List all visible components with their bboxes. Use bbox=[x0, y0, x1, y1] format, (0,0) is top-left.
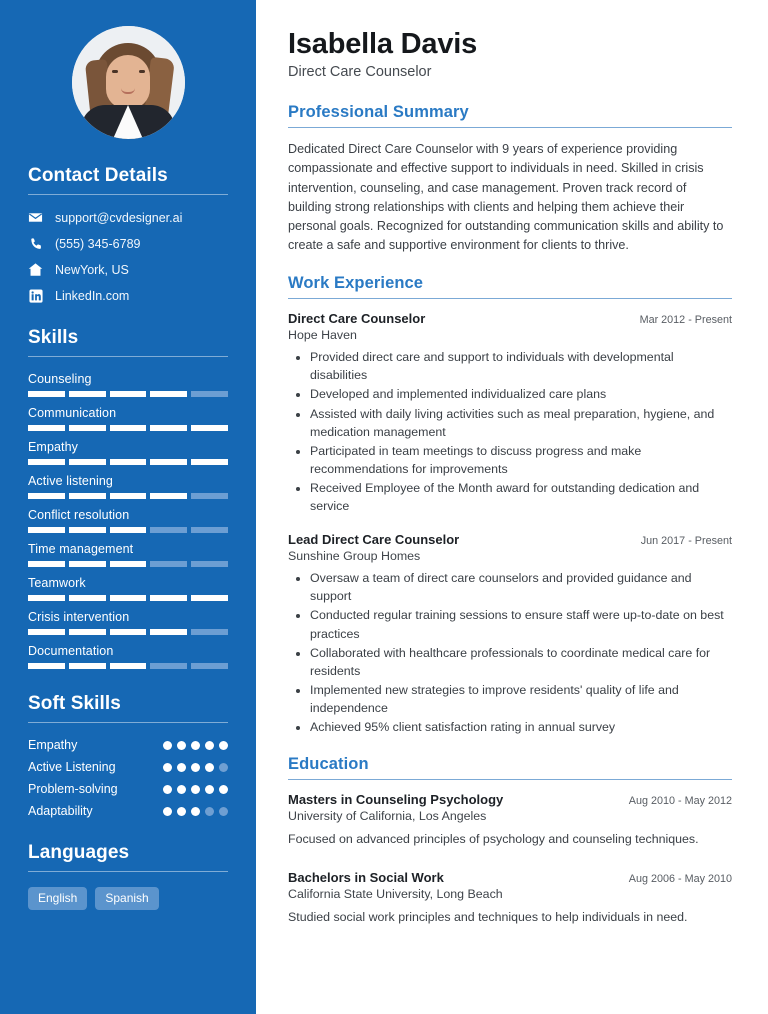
rating-dot bbox=[177, 785, 186, 794]
envelope-icon bbox=[28, 210, 43, 225]
skill-segment bbox=[150, 459, 187, 465]
section-divider bbox=[288, 298, 732, 299]
skill-segment bbox=[191, 629, 228, 635]
experience-bullet: • Participated in team meetings to discuss progress and make recommendations for improvements bbox=[310, 442, 732, 478]
job-role-subtitle: Direct Care Counselor bbox=[288, 64, 432, 81]
soft-skill-rating bbox=[163, 741, 228, 750]
skill-item bbox=[28, 576, 228, 601]
soft-skill-item bbox=[28, 760, 228, 774]
experience-bullets bbox=[288, 348, 732, 515]
skill-segment bbox=[150, 629, 187, 635]
language-chip[interactable]: Spanish bbox=[95, 887, 158, 910]
skill-segment bbox=[110, 527, 147, 533]
skill-item bbox=[28, 406, 228, 431]
skill-level-bar bbox=[28, 493, 228, 499]
page-title: Isabella Davis bbox=[288, 28, 478, 60]
skill-item bbox=[28, 610, 228, 635]
education-school: California State University, Long Beach bbox=[288, 886, 503, 901]
skill-segment bbox=[191, 527, 228, 533]
experience-entry bbox=[288, 311, 732, 515]
education-date: Aug 2010 - May 2012 bbox=[628, 795, 732, 808]
soft-skills-list bbox=[28, 738, 228, 818]
skill-segment bbox=[191, 595, 228, 601]
skill-segment bbox=[110, 425, 147, 431]
entry-header bbox=[288, 532, 732, 547]
skill-segment bbox=[28, 493, 65, 499]
rating-dot bbox=[191, 763, 200, 772]
skill-segment bbox=[191, 663, 228, 669]
soft-skill-label: Problem-solving bbox=[28, 782, 118, 796]
skill-segment bbox=[191, 493, 228, 499]
education-section bbox=[288, 755, 732, 926]
skill-level-bar bbox=[28, 663, 228, 669]
skill-segment bbox=[28, 663, 65, 669]
experience-bullet: • Received Employee of the Month award for outstanding dedication and service bbox=[310, 479, 732, 515]
skill-segment bbox=[191, 561, 228, 567]
contact-phone-value: (555) 345-6789 bbox=[55, 236, 141, 251]
skill-level-bar bbox=[28, 561, 228, 567]
skill-segment bbox=[110, 663, 147, 669]
experience-bullet: • Conducted regular training sessions to ensure staff were up-to-date on best practices bbox=[310, 606, 732, 642]
professional-summary-text: Dedicated Direct Care Counselor with 9 years of experience providing compassionate and effective support to individuals in need. Skilled in crisis intervention, counseling, and case management. Proven track record of building strong relationships with clients and helping them achieve their personal goals. Recognized for outstanding communication skills and ability to create a safe and supportive environment for clients to thrive. bbox=[288, 142, 724, 253]
education-title: Masters in Counseling Psychology bbox=[288, 792, 504, 808]
skill-segment bbox=[150, 527, 187, 533]
rating-dot bbox=[177, 741, 186, 750]
skill-segment bbox=[110, 391, 147, 397]
experience-list bbox=[288, 311, 732, 736]
experience-bullet: • Oversaw a team of direct care counselors and provided guidance and support bbox=[310, 569, 732, 605]
skill-segment bbox=[28, 561, 65, 567]
education-entry bbox=[288, 870, 732, 927]
entry-spacer bbox=[288, 519, 732, 532]
rating-dot bbox=[163, 807, 172, 816]
experience-bullet: • Achieved 95% client satisfaction rating in annual survey bbox=[310, 718, 732, 736]
heading-divider bbox=[28, 722, 228, 723]
soft-skill-item bbox=[28, 782, 228, 796]
skill-item bbox=[28, 440, 228, 465]
skill-segment bbox=[150, 561, 187, 567]
skill-segment bbox=[28, 527, 65, 533]
experience-company: Hope Haven bbox=[288, 328, 357, 343]
skill-segment bbox=[150, 493, 187, 499]
work-experience-heading: Work Experience bbox=[288, 274, 424, 293]
soft-skill-rating bbox=[163, 763, 228, 772]
contact-details-heading: Contact Details bbox=[28, 165, 168, 186]
soft-skills-heading: Soft Skills bbox=[28, 693, 121, 714]
rating-dot bbox=[191, 741, 200, 750]
skill-segment bbox=[28, 425, 65, 431]
rating-dot bbox=[205, 741, 214, 750]
experience-bullets bbox=[288, 569, 732, 736]
contact-details-section bbox=[28, 165, 228, 303]
skill-label: Active listening bbox=[28, 474, 113, 488]
language-chip[interactable]: English bbox=[28, 887, 87, 910]
skill-level-bar bbox=[28, 595, 228, 601]
entry-header bbox=[288, 311, 732, 326]
skill-segment bbox=[150, 663, 187, 669]
skill-label: Crisis intervention bbox=[28, 610, 130, 624]
experience-bullet: • Collaborated with healthcare professionals to coordinate medical care for residents bbox=[310, 644, 732, 680]
skill-segment bbox=[69, 561, 106, 567]
skill-segment bbox=[28, 629, 65, 635]
skill-segment bbox=[150, 595, 187, 601]
experience-bullet: • Developed and implemented individualized care plans bbox=[310, 385, 732, 403]
education-school: University of California, Los Angeles bbox=[288, 809, 487, 824]
skill-segment bbox=[69, 391, 106, 397]
education-list bbox=[288, 792, 732, 926]
experience-title: Lead Direct Care Counselor bbox=[288, 532, 460, 548]
main-content bbox=[256, 0, 768, 1014]
languages-section bbox=[28, 842, 228, 910]
rating-dot bbox=[205, 763, 214, 772]
skill-label: Teamwork bbox=[28, 576, 86, 590]
contact-email-value: support@cvdesigner.ai bbox=[55, 210, 183, 225]
rating-dot bbox=[205, 807, 214, 816]
soft-skills-section bbox=[28, 693, 228, 818]
rating-dot bbox=[191, 807, 200, 816]
skills-section bbox=[28, 327, 228, 669]
skill-segment bbox=[191, 459, 228, 465]
rating-dot bbox=[163, 785, 172, 794]
skill-segment bbox=[110, 629, 147, 635]
skill-item bbox=[28, 542, 228, 567]
skill-level-bar bbox=[28, 391, 228, 397]
skill-segment bbox=[69, 629, 106, 635]
experience-bullet: • Assisted with daily living activities such as meal preparation, hygiene, and medication management bbox=[310, 405, 732, 441]
skill-label: Time management bbox=[28, 542, 134, 556]
skill-segment bbox=[69, 459, 106, 465]
languages-heading: Languages bbox=[28, 842, 130, 863]
contact-item-phone[interactable] bbox=[28, 236, 228, 251]
skill-label: Communication bbox=[28, 406, 117, 420]
work-experience-section bbox=[288, 274, 732, 736]
education-description: Studied social work principles and techniques to help individuals in need. bbox=[288, 909, 688, 924]
skill-segment bbox=[69, 493, 106, 499]
education-heading: Education bbox=[288, 755, 369, 774]
rating-dot bbox=[219, 741, 228, 750]
skill-level-bar bbox=[28, 527, 228, 533]
languages-list bbox=[28, 887, 228, 910]
skill-segment bbox=[191, 391, 228, 397]
skill-label: Empathy bbox=[28, 440, 79, 454]
skill-segment bbox=[28, 595, 65, 601]
entry-header bbox=[288, 792, 732, 807]
soft-skill-label: Empathy bbox=[28, 738, 78, 752]
soft-skill-rating bbox=[163, 807, 228, 816]
skill-label: Conflict resolution bbox=[28, 508, 130, 522]
education-date: Aug 2006 - May 2010 bbox=[628, 872, 732, 885]
skill-segment bbox=[150, 425, 187, 431]
linkedin-icon bbox=[28, 288, 43, 303]
professional-summary-section bbox=[288, 103, 732, 255]
skill-segment bbox=[69, 663, 106, 669]
section-divider bbox=[288, 127, 732, 128]
phone-icon bbox=[28, 236, 43, 251]
heading-divider bbox=[28, 871, 228, 872]
experience-bullet: • Provided direct care and support to individuals with developmental disabilities bbox=[310, 348, 732, 384]
professional-summary-heading: Professional Summary bbox=[288, 103, 469, 122]
rating-dot bbox=[177, 763, 186, 772]
rating-dot bbox=[177, 807, 186, 816]
skill-segment bbox=[110, 459, 147, 465]
skill-label: Counseling bbox=[28, 372, 92, 386]
contact-item-location[interactable] bbox=[28, 262, 228, 277]
soft-skill-rating bbox=[163, 785, 228, 794]
avatar-wrap bbox=[28, 26, 228, 139]
experience-bullet: • Implemented new strategies to improve residents' quality of life and independence bbox=[310, 681, 732, 717]
experience-company: Sunshine Group Homes bbox=[288, 549, 421, 564]
skill-segment bbox=[150, 391, 187, 397]
education-title: Bachelors in Social Work bbox=[288, 869, 444, 885]
entry-spacer bbox=[288, 853, 732, 870]
entry-header bbox=[288, 870, 732, 885]
heading-divider bbox=[28, 194, 228, 195]
skill-level-bar bbox=[28, 425, 228, 431]
heading-divider bbox=[28, 356, 228, 357]
skill-item bbox=[28, 644, 228, 669]
skill-segment bbox=[110, 493, 147, 499]
experience-entry bbox=[288, 532, 732, 736]
skill-segment bbox=[69, 527, 106, 533]
soft-skill-label: Active Listening bbox=[28, 760, 116, 774]
skill-item bbox=[28, 508, 228, 533]
education-description: Focused on advanced principles of psychology and counseling techniques. bbox=[288, 832, 699, 847]
rating-dot bbox=[219, 785, 228, 794]
skill-item bbox=[28, 372, 228, 397]
skill-segment bbox=[110, 561, 147, 567]
experience-date: Jun 2017 - Present bbox=[640, 535, 732, 548]
skill-level-bar bbox=[28, 459, 228, 465]
section-divider bbox=[288, 779, 732, 780]
rating-dot bbox=[219, 763, 228, 772]
contact-item-linkedin[interactable] bbox=[28, 288, 228, 303]
home-icon bbox=[28, 262, 43, 277]
soft-skill-item bbox=[28, 738, 228, 752]
skill-label: Documentation bbox=[28, 644, 114, 658]
rating-dot bbox=[205, 785, 214, 794]
avatar bbox=[72, 26, 185, 139]
skills-heading: Skills bbox=[28, 327, 79, 348]
rating-dot bbox=[163, 741, 172, 750]
contact-linkedin-value: LinkedIn.com bbox=[55, 288, 130, 303]
contact-item-email[interactable] bbox=[28, 210, 228, 225]
skill-segment bbox=[110, 595, 147, 601]
rating-dot bbox=[163, 763, 172, 772]
skill-segment bbox=[191, 425, 228, 431]
skill-segment bbox=[28, 459, 65, 465]
skills-list bbox=[28, 372, 228, 669]
soft-skill-item bbox=[28, 804, 228, 818]
sidebar bbox=[0, 0, 256, 1014]
rating-dot bbox=[219, 807, 228, 816]
skill-segment bbox=[28, 391, 65, 397]
skill-item bbox=[28, 474, 228, 499]
contact-location-value: NewYork, US bbox=[55, 262, 129, 277]
soft-skill-label: Adaptability bbox=[28, 804, 93, 818]
experience-title: Direct Care Counselor bbox=[288, 311, 426, 327]
skill-segment bbox=[69, 595, 106, 601]
experience-date: Mar 2012 - Present bbox=[639, 314, 732, 327]
skill-level-bar bbox=[28, 629, 228, 635]
rating-dot bbox=[191, 785, 200, 794]
skill-segment bbox=[69, 425, 106, 431]
education-entry bbox=[288, 792, 732, 849]
